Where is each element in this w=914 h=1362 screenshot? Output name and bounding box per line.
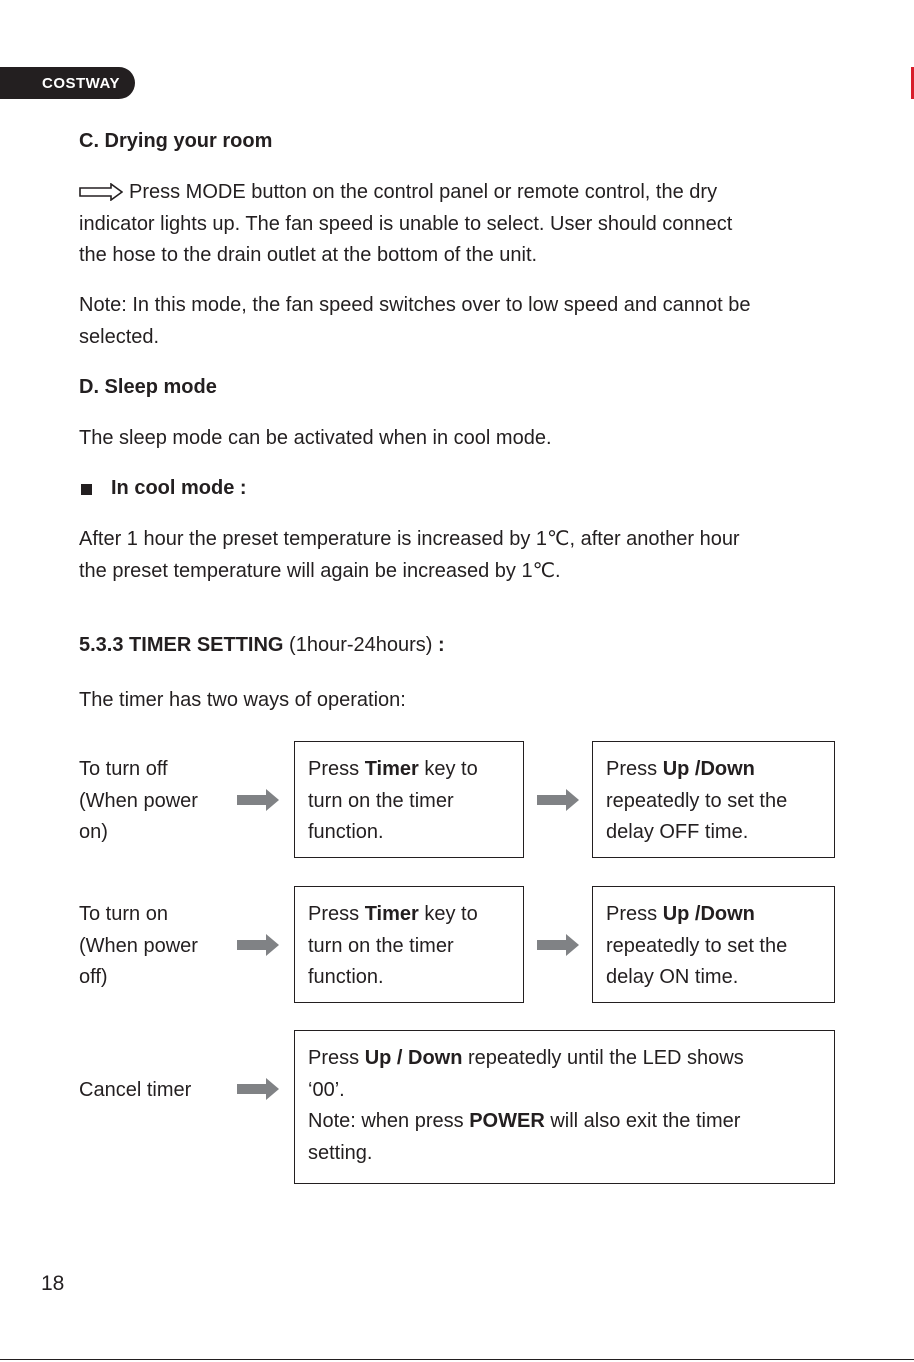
turn-on-label-line2: (When power — [79, 934, 198, 957]
turn-on-step1-line3: function. — [308, 966, 384, 988]
brand-logo — [0, 67, 135, 99]
bottom-rule — [0, 1359, 914, 1360]
turn-off-step1-pre: Press — [308, 758, 365, 780]
timer-heading-colon: : — [438, 634, 445, 656]
timer-heading — [79, 634, 445, 657]
turn-on-step2-pre: Press — [606, 903, 663, 925]
drying-note-line1: Note: In this mode, the fan speed switches over to low speed and cannot be — [79, 294, 751, 316]
cancel-line1 — [308, 1043, 822, 1075]
turn-off-step2-line3: delay OFF time. — [606, 821, 749, 843]
turn-off-label-line2: (When power — [79, 789, 198, 812]
turn-on-step2-line2: repeatedly to set the — [606, 934, 788, 957]
turn-off-label-line3: on) — [79, 821, 108, 843]
gray-right-arrow-icon — [537, 934, 579, 956]
turn-off-step1-line1 — [308, 754, 511, 786]
cancel-timer-box — [294, 1030, 835, 1184]
sleep-intro: The sleep mode can be activated when in cool mode. — [79, 427, 552, 449]
turn-on-label — [79, 899, 198, 994]
up-down-key-text: Up /Down — [662, 758, 755, 780]
turn-off-step2-pre: Press — [606, 758, 663, 780]
drying-text-line1: Press MODE button on the control panel or remote control, the dry — [129, 181, 718, 203]
up-down-key-text: Up /Down — [662, 903, 755, 925]
timer-intro: The timer has two ways of operation: — [79, 689, 406, 711]
turn-off-step1-line3: function. — [308, 821, 384, 843]
turn-on-label-line3: off) — [79, 966, 108, 988]
cancel-line3-post: will also exit the timer — [544, 1110, 741, 1132]
drying-text-line2: indicator lights up. The fan speed is unable to select. User should connect — [79, 212, 733, 235]
timer-key-text: Timer — [364, 758, 419, 780]
turn-on-step1-box — [294, 886, 524, 1003]
turn-off-step2-line2: repeatedly to set the — [606, 789, 788, 812]
turn-on-step2-line1 — [606, 899, 822, 931]
turn-on-step1-line1 — [308, 899, 511, 931]
cancel-line4: setting. — [308, 1141, 373, 1164]
turn-on-step1-post: key to — [418, 903, 478, 925]
square-bullet-icon — [81, 484, 92, 495]
turn-on-step1-pre: Press — [308, 903, 365, 925]
up-down-key-text: Up / Down — [364, 1047, 463, 1069]
gray-right-arrow-icon — [237, 1078, 279, 1100]
turn-on-label-line1: To turn on — [79, 903, 168, 925]
cancel-line3-pre: Note: when press — [308, 1110, 470, 1132]
cancel-line1-pre: Press — [308, 1047, 365, 1069]
brand-name: COSTWAY — [42, 74, 120, 92]
page-number: 18 — [41, 1272, 65, 1295]
power-key-text: POWER — [469, 1110, 545, 1132]
turn-on-step2-line3: delay ON time. — [606, 966, 739, 988]
cancel-line2: ‘00’. — [308, 1078, 345, 1101]
drying-heading: C. Drying your room — [79, 130, 273, 152]
turn-off-label-line1: To turn off — [79, 758, 168, 780]
timer-heading-range: (1hour-24hours) — [283, 634, 439, 656]
turn-off-step2-line1 — [606, 754, 822, 786]
turn-off-step1-box — [294, 741, 524, 858]
cancel-timer-label: Cancel timer — [79, 1079, 192, 1101]
cool-mode-text-line2: the preset temperature will again be increased by 1℃. — [79, 559, 561, 582]
gray-right-arrow-icon — [537, 789, 579, 811]
cool-mode-text-line1: After 1 hour the preset temperature is increased by 1℃, after another hour — [79, 528, 740, 550]
turn-off-step2-box — [592, 741, 835, 858]
turn-on-step2-box — [592, 886, 835, 1003]
turn-off-step1-post: key to — [418, 758, 478, 780]
turn-on-step1-line2: turn on the timer — [308, 934, 454, 957]
timer-key-text: Timer — [364, 903, 419, 925]
gray-right-arrow-icon — [237, 934, 279, 956]
cool-mode-heading: In cool mode : — [111, 477, 247, 499]
gray-right-arrow-icon — [237, 789, 279, 811]
cancel-line3 — [308, 1106, 822, 1138]
turn-off-step1-line2: turn on the timer — [308, 789, 454, 812]
drying-text-line3: the hose to the drain outlet at the bottom of the unit. — [79, 244, 538, 266]
drying-note-line2: selected. — [79, 325, 160, 348]
outline-right-arrow-icon — [79, 183, 123, 201]
cancel-line1-post: repeatedly until the LED shows — [462, 1047, 744, 1069]
sleep-heading: D. Sleep mode — [79, 376, 217, 398]
turn-off-label — [79, 754, 198, 849]
timer-heading-title: 5.3.3 TIMER SETTING — [79, 634, 284, 656]
